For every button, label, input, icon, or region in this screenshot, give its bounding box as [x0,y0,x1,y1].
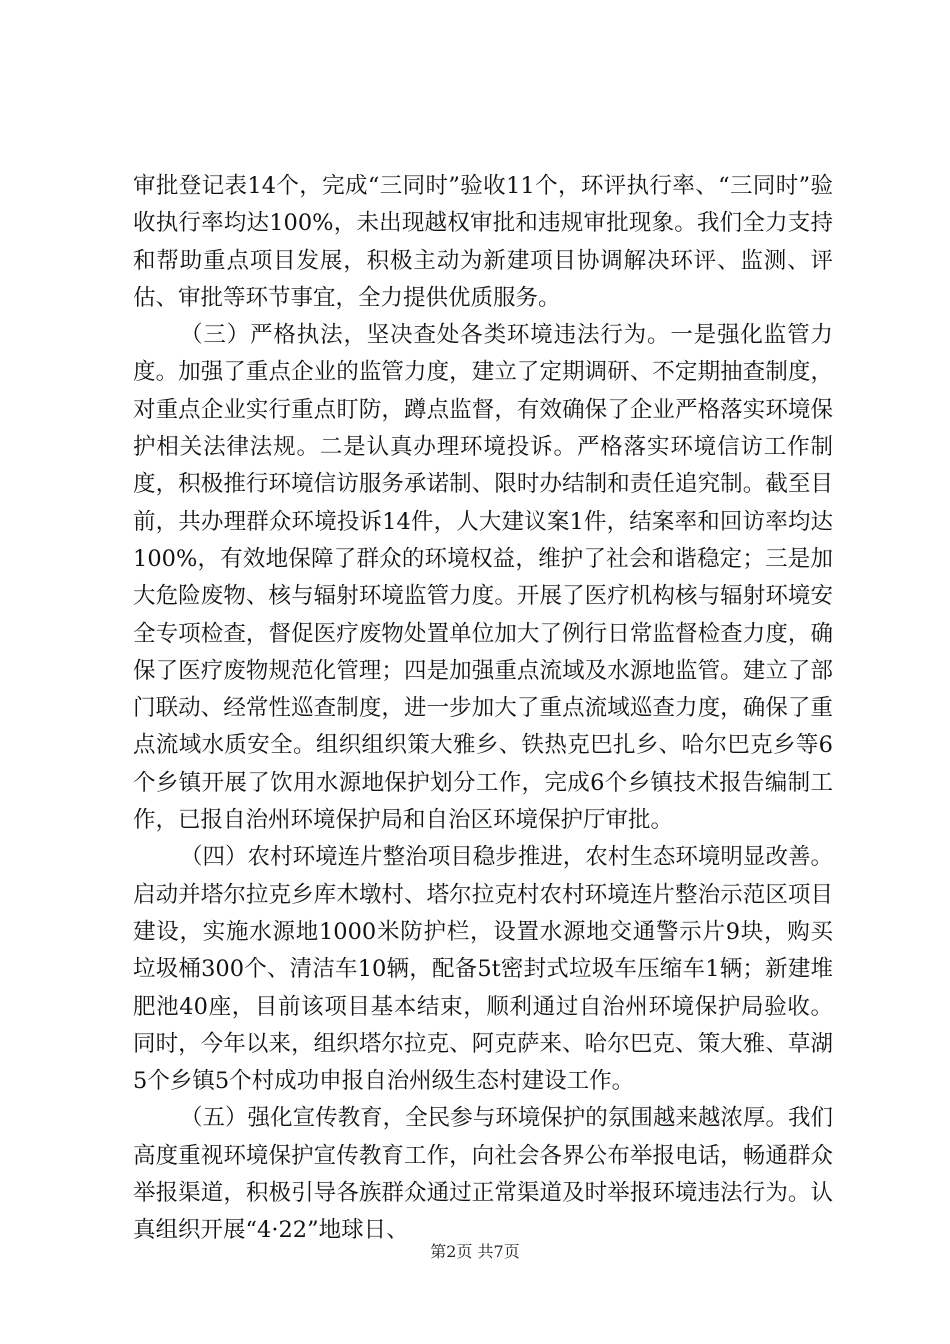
paragraph-section-3: （三）严格执法，坚决查处各类环境违法行为。一是强化监管力度。加强了重点企业的监管力度，建立了定期调研、不定期抽查制度，对重点企业实行重点盯防，蹲点监督，有效确保了企业严格落实环境保护相关法律法规。二是认真办理环境投诉。严格落实环境信访工作制度，积极推行环境信访服务承诺制、限时办结制和责任追究制。截至目前，共办理群众环境投诉14件，人大建议案1件，结案率和回访率均达100%，有效地保障了群众的环境权益，维护了社会和谐稳定；三是加大危险废物、核与辐射环境监管力度。开展了医疗机构核与辐射环境安全专项检查，督促医疗废物处置单位加大了例行日常监督检查力度，确保了医疗废物规范化管理；四是加强重点流域及水源地监管。建立了部门联动、经常性巡查制度，进一步加大了重点流域巡查力度，确保了重点流域水质安全。组织组织策大雅乡、铁热克巴扎乡、哈尔巴克乡等6个乡镇开展了饮用水源地保护划分工作，完成6个乡镇技术报告编制工作，已报自治州环境保护局和自治区环境保护厅审批。 [133,322,833,834]
document-body [133,168,833,1250]
page-number-footer: 第2页 共7页 [430,1242,520,1261]
paragraph-continuation: 审批登记表14个，完成“三同时”验收11个，环评执行率、“三同时”验收执行率均达100%，未出现越权审批和违规审批现象。我们全力支持和帮助重点项目发展，积极主动为新建项目协调解决环评、监测、评估、审批等环节事宜，全力提供优质服务。 [133,173,833,311]
paragraph-section-4: （四）农村环境连片整治项目稳步推进，农村生态环境明显改善。启动并塔尔拉克乡库木墩村、塔尔拉克村农村环境连片整治示范区项目建设，实施水源地1000米防护栏，设置水源地交通警示片9块，购买垃圾桶300个、清洁车10辆，配备5t密封式垃圾车压缩车1辆；新建堆肥池40座，目前该项目基本结束，顺利通过自治州环境保护局验收。同时，今年以来，组织塔尔拉克、阿克萨来、哈尔巴克、策大雅、草湖5个乡镇5个村成功申报自治州级生态村建设工作。 [133,844,833,1095]
paragraph-section-5: （五）强化宣传教育，全民参与环境保护的氛围越来越浓厚。我们高度重视环境保护宣传教育工作，向社会各界公布举报电话，畅通群众举报渠道，积极引导各族群众通过正常渠道及时举报环境违法行为。认真组织开展“4·22”地球日、 [133,1105,833,1244]
